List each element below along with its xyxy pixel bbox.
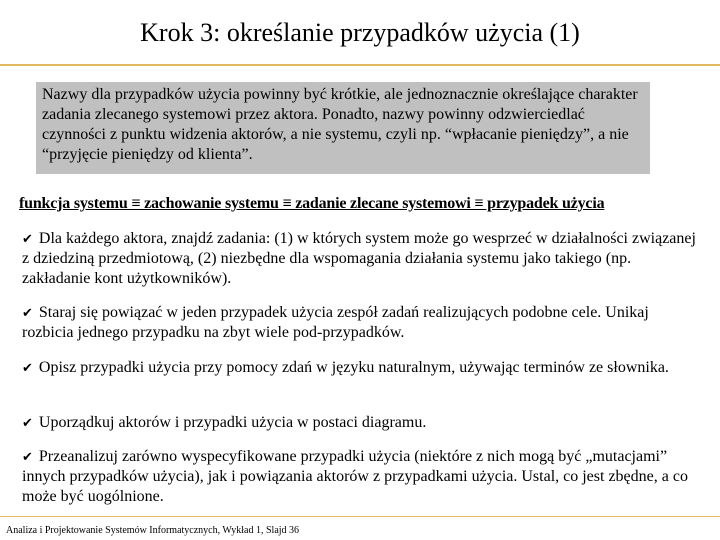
check-icon: ✔	[22, 305, 33, 320]
bullet-text: Staraj się powiązać w jeden przypadek użycia zespół zadań realizujących podobne cele. Unikaj rozbicia jednego przypadku na zbyt wiele pod-przypadków.	[22, 304, 649, 341]
bullet-text: Opisz przypadki użycia przy pomocy zdań w języku naturalnym, używając terminów ze słownika.	[38, 359, 669, 376]
footer-text: Analiza i Projektowanie Systemów Informatycznych, Wykład 1, Slajd 36	[6, 525, 300, 536]
title-divider	[0, 64, 720, 66]
bullet-text: Przeanalizuj zarówno wyspecyfikowane przypadki użycia (niektóre z nich mogą być „mutacjami” innych przypadków użycia), jak i powiązania aktorów z przypadkami użycia. Ustal, co jest zbędne, a co może być uogólnione.	[22, 448, 688, 505]
bullet-item	[22, 229, 702, 289]
bullet-item	[22, 413, 702, 433]
bullet-item	[22, 447, 702, 507]
bullet-text: Uporządkuj aktorów i przypadki użycia w postaci diagramu.	[38, 414, 427, 431]
bullet-item	[22, 358, 702, 378]
check-icon: ✔	[22, 449, 33, 464]
slide-title: Krok 3: określanie przypadków użycia (1)	[140, 18, 580, 47]
equivalence-heading: funkcja systemu ≡ zachowanie systemu ≡ zadanie zlecane systemowi ≡ przypadek użycia	[19, 195, 605, 212]
check-icon: ✔	[22, 415, 33, 430]
check-icon: ✔	[22, 360, 33, 375]
check-icon: ✔	[22, 231, 33, 246]
note-box: Nazwy dla przypadków użycia powinny być krótkie, ale jednoznacznie określające charakter zadania zlecanego systemowi przez aktora. Ponadto, nazwy powinny odzwierciedlać czynności z punktu widzenia aktorów, a nie systemu, czyli np. “wpłacanie pieniędzy”, a nie “przyjęcie pieniędzy od klienta”.	[36, 82, 650, 174]
bullet-item	[22, 303, 702, 343]
footer-divider	[0, 516, 720, 517]
bullet-text: Dla każdego aktora, znajdź zadania: (1) w których system może go wesprzeć w działalności związanej z dziedziną przedmiotową, (2) niezbędne dla wspomagania działania systemu jako takiego (np. zakładanie kont użytkowników).	[22, 230, 696, 287]
